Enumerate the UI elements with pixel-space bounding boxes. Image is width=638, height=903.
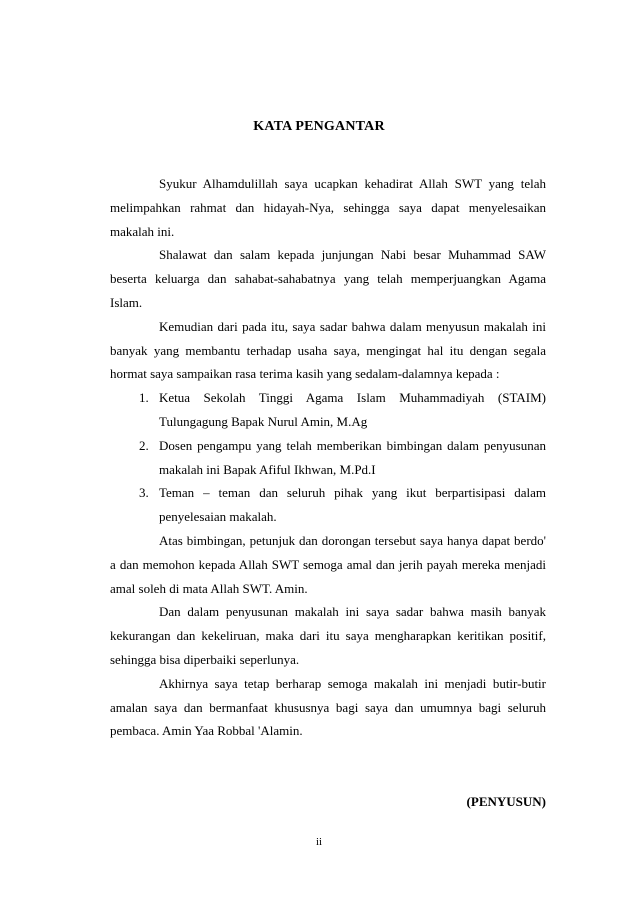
list-item-text: Ketua Sekolah Tinggi Agama Islam Muhammadiyah (STAIM) Tulungagung Bapak Nurul Amin, M.Ag [159, 390, 546, 429]
body-text [110, 172, 546, 743]
paragraph: Syukur Alhamdulillah saya ucapkan kehadirat Allah SWT yang telah melimpahkan rahmat dan hidayah-Nya, sehingga saya dapat menyelesaikan makalah ini. [110, 176, 546, 239]
list-item-number: 1. [139, 390, 149, 406]
page-number: ii [315, 836, 323, 848]
paragraph: Kemudian dari pada itu, saya sadar bahwa dalam menyusun makalah ini banyak yang membantu terhadap usaha saya, mengingat hal itu dengan segala hormat saya sampaikan rasa terima kasih yang sedalam-dalamnya kepada : [110, 318, 546, 382]
list-item-text: Teman – teman dan seluruh pihak yang ikut berpartisipasi dalam penyelesaian makalah. [159, 485, 546, 525]
paragraph: Shalawat dan salam kepada junjungan Nabi besar Muhammad SAW beserta keluarga dan sahabat-sahabatnya yang telah memperjuangkan Agama Islam. [110, 247, 546, 310]
list-item-text: Dosen pengampu yang telah memberikan bimbingan dalam penyusunan makalah ini Bapak Afiful Ikhwan, M.Pd.I [159, 437, 546, 477]
list-item [110, 386, 546, 434]
list-item [110, 434, 546, 482]
paragraph: Akhirnya saya tetap berharap semoga makalah ini menjadi butir-butir amalan saya dan bermanfaat khususnya bagi saya dan umumnya bagi seluruh pembaca. Amin Yaa Robbal 'Alamin. [110, 675, 546, 739]
acknowledgement-list [110, 386, 546, 529]
list-item-number: 2. [139, 437, 149, 453]
list-item-number: 3. [139, 485, 149, 501]
signature: (PENYUSUN) [466, 794, 546, 809]
list-item [110, 481, 546, 529]
paragraph: Dan dalam penyusunan makalah ini saya sadar bahwa masih banyak kekurangan dan kekeliruan, maka dari itu saya mengharapkan keritikan positif, sehingga bisa diperbaiki seperlunya. [110, 604, 546, 667]
paragraph: Atas bimbingan, petunjuk dan dorongan tersebut saya hanya dapat berdo' a dan memohon kepada Allah SWT semoga amal dan jerih payah mereka menjadi amal soleh di mata Allah SWT. Amin. [110, 532, 546, 596]
page-title: KATA PENGANTAR [253, 119, 385, 134]
